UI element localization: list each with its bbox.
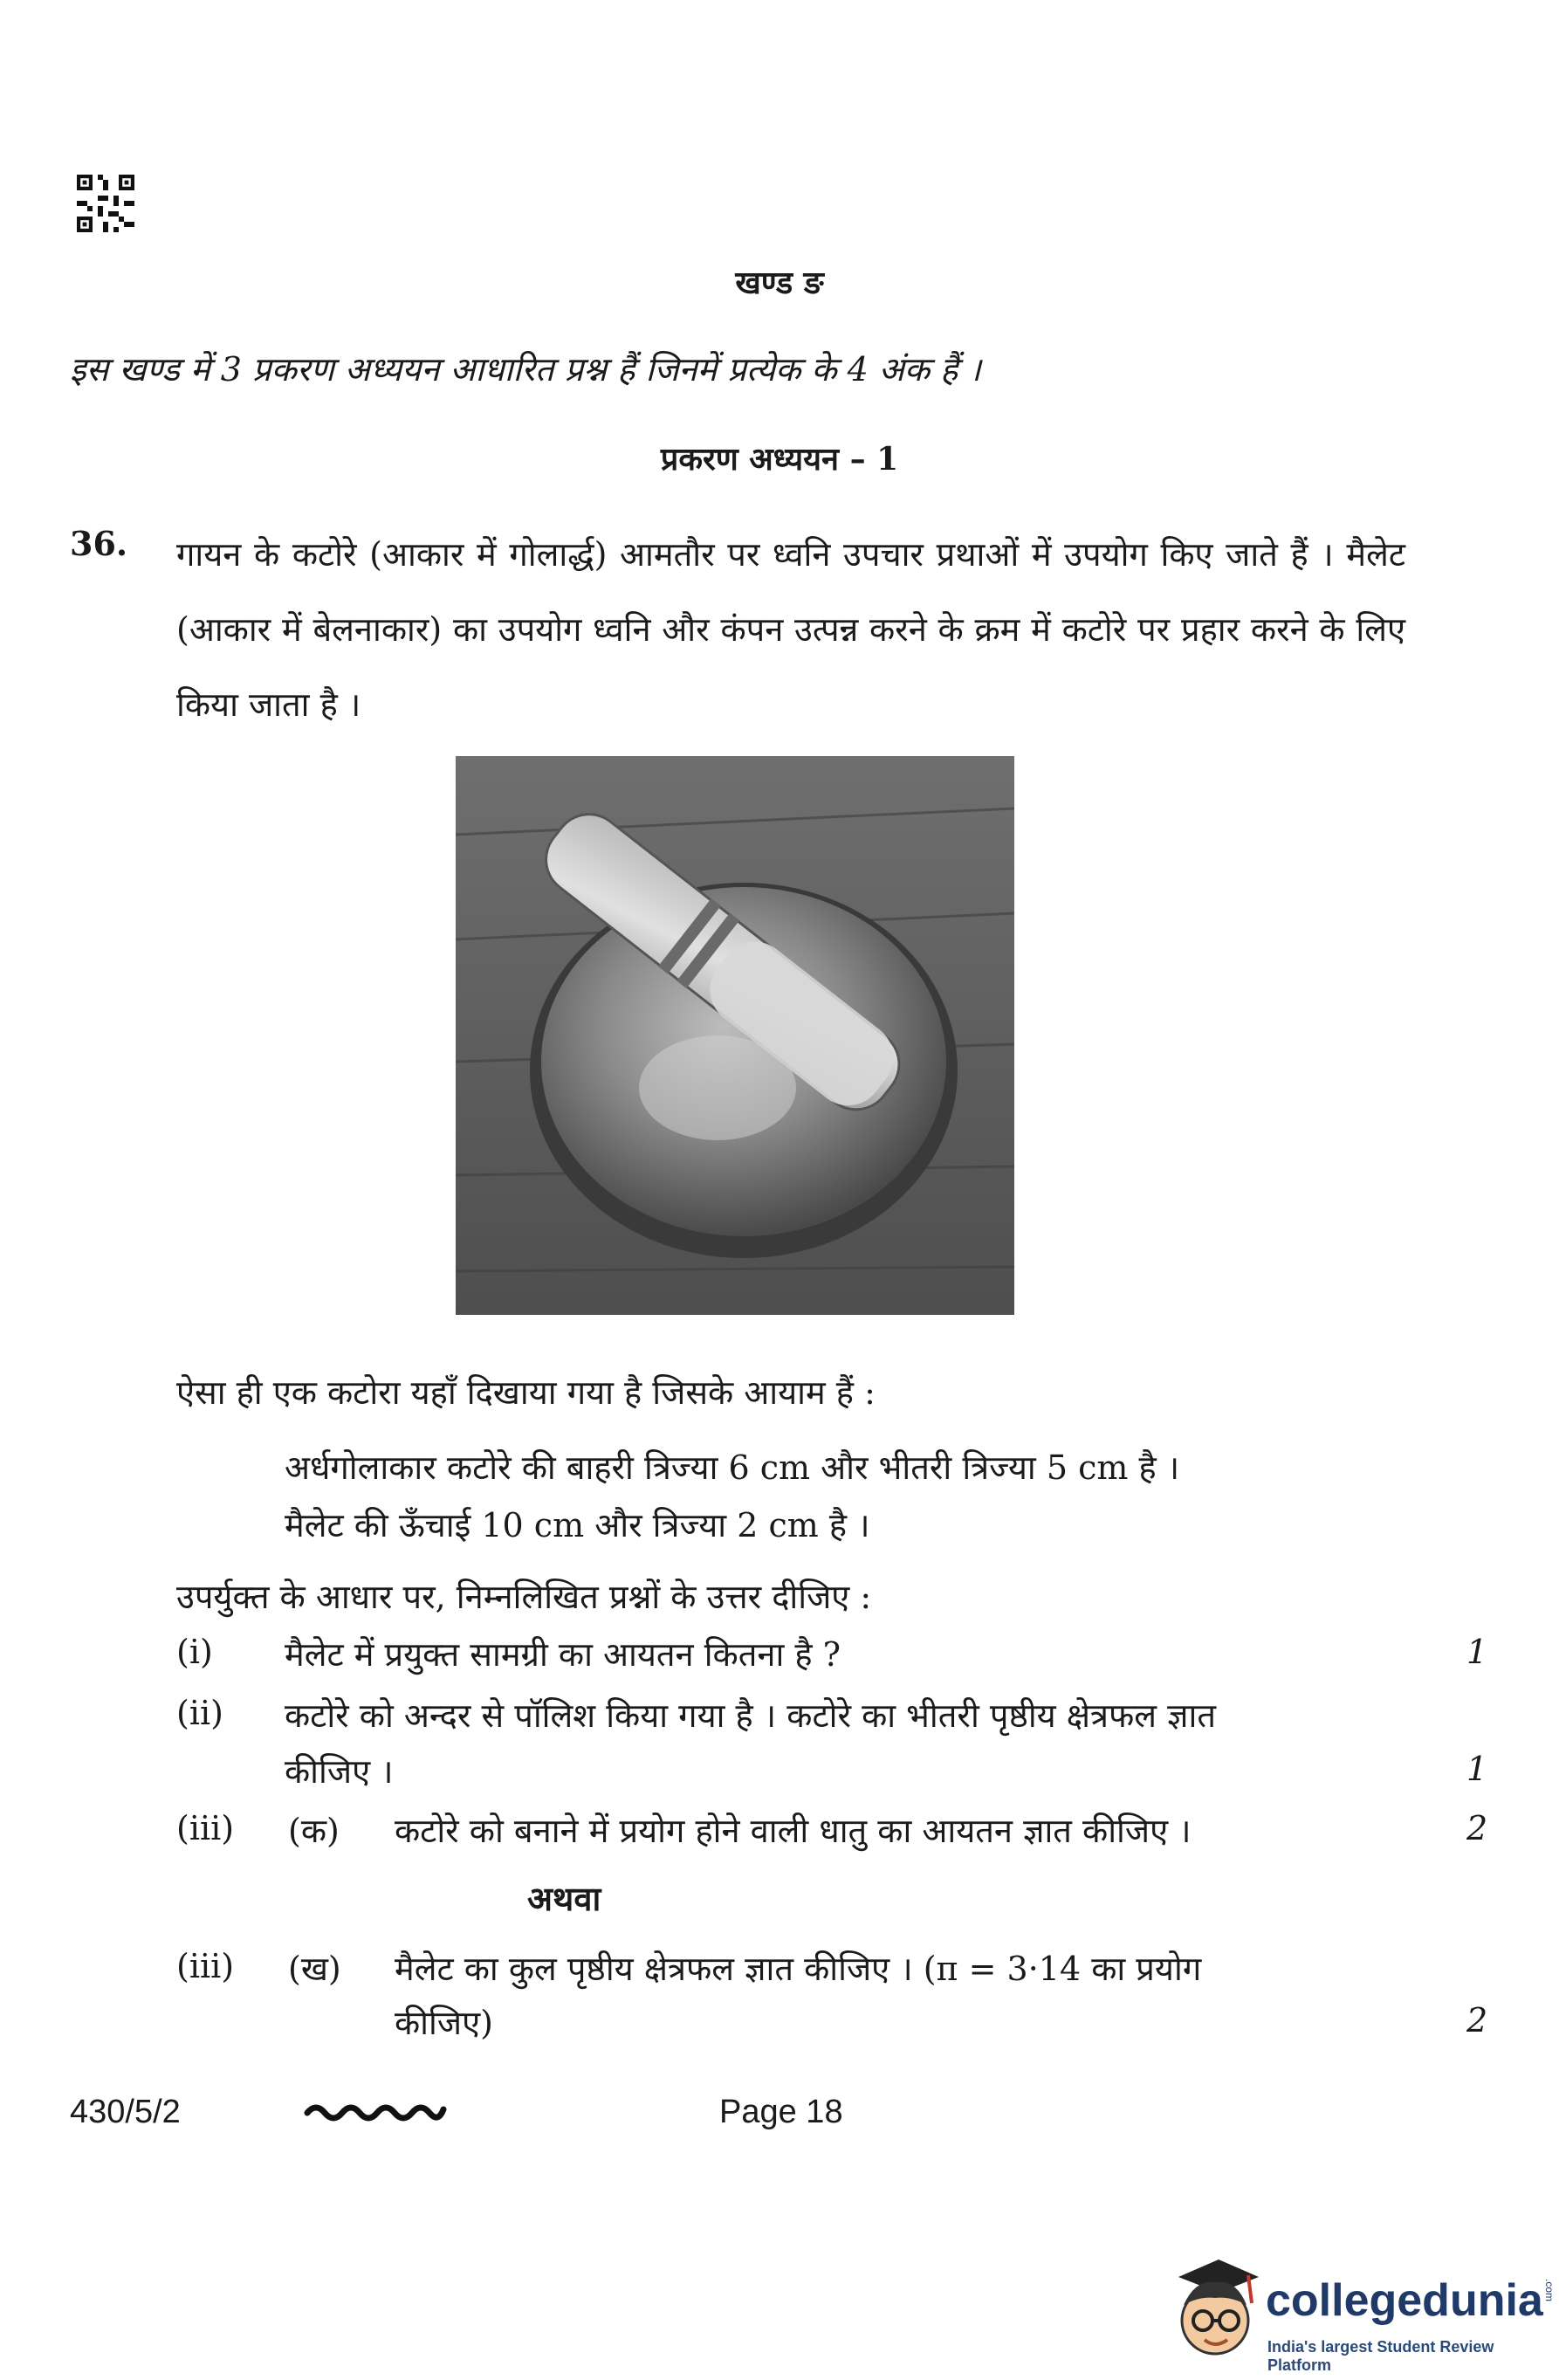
part-label: (iii) (176, 1947, 235, 1985)
part-text-cont: कीजिए । (285, 1752, 394, 1791)
question-intro: गायन के कटोरे (आकार में गोलार्द्ध) आमतौर पर ध्वनि उपचार प्रथाओं में उपयोग किए जाते हैं । मैलेट (आकार में बेलनाकार) का उपयोग ध्वनि और कंपन उत्पन्न करने के क्रम में कटोरे पर प्रहार करने के लिए किया जाता है । (176, 535, 1405, 724)
bowl-shown-text: ऐसा ही एक कटोरा यहाँ दिखाया गया है जिसके आयाम हैं : (176, 1373, 876, 1412)
page-number: Page 18 (719, 2094, 843, 2130)
singing-bowl-photo (456, 756, 1014, 1315)
mascot-logo-icon (1161, 2253, 1266, 2366)
mallet-dimensions: मैलेट की ऊँचाई 10 cm और त्रिज्या 2 cm है । (285, 1506, 870, 1544)
paper-code: 430/5/2 (70, 2094, 181, 2130)
subpart-label: (क) (288, 1812, 340, 1850)
part-label: (i) (176, 1633, 213, 1671)
brand-name: collegedunia (1266, 2275, 1543, 2326)
part-text: मैलेट में प्रयुक्त सामग्री का आयतन कितना है ? (285, 1635, 841, 1674)
part-marks: 1 (1466, 1750, 1488, 1788)
qr-code-icon (77, 175, 134, 232)
part-marks: 2 (1466, 2001, 1488, 2040)
wave-ornament-icon (304, 2097, 447, 2123)
case-study-title: प्रकरण अध्ययन – 1 (660, 441, 899, 478)
subpart-label: (ख) (288, 1950, 341, 1988)
brand-suffix: .com (1543, 2279, 1556, 2302)
part-text: कटोरे को बनाने में प्रयोग होने वाली धातु का आयतन ज्ञात कीजिए । (395, 1812, 1192, 1850)
part-text-cont: कीजिए) (395, 2004, 493, 2042)
part-label: (ii) (176, 1694, 223, 1732)
question-number: 36. (70, 524, 128, 563)
part-marks: 1 (1466, 1633, 1488, 1671)
part-text: मैलेट का कुल पृष्ठीय क्षेत्रफल ज्ञात कीजिए । (π = 3·14 का प्रयोग (395, 1950, 1202, 1988)
part-label: (iii) (176, 1809, 235, 1847)
bowl-dimensions: अर्धगोलाकार कटोरे की बाहरी त्रिज्या 6 cm और भीतरी त्रिज्या 5 cm है । (285, 1448, 1180, 1487)
answer-lead: उपर्युक्त के आधार पर, निम्नलिखित प्रश्नों के उत्तर दीजिए : (176, 1578, 872, 1616)
part-text: कटोरे को अन्दर से पॉलिश किया गया है । कटोरे का भीतरी पृष्ठीय क्षेत्रफल ज्ञात (285, 1696, 1217, 1735)
brand-tagline: India's largest Student Review Platform (1267, 2338, 1494, 2374)
section-title: खण्ड ङ (735, 265, 824, 301)
part-marks: 2 (1466, 1809, 1488, 1847)
or-label: अथवा (527, 1879, 601, 1918)
section-instructions: इस खण्ड में 3 प्रकरण अध्ययन आधारित प्रश्न हैं जिनमें प्रत्येक के 4 अंक हैं । (70, 350, 981, 389)
